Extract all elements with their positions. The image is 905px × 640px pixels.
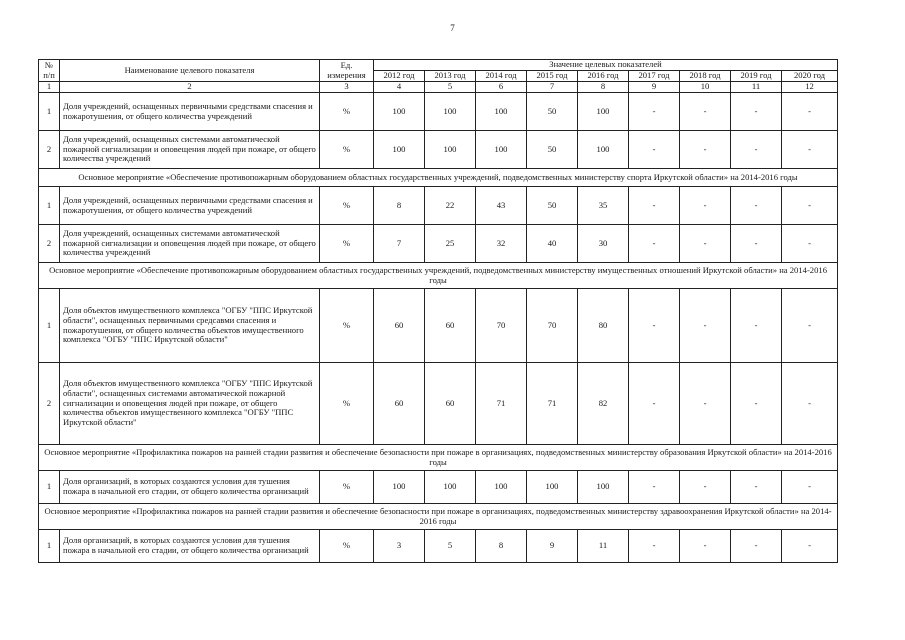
value-cell: 100 (476, 93, 527, 131)
table-row (39, 289, 838, 363)
indicator-name: Доля организаций, в которых создаются условия для тушения пожара в начальной его стадии, от общего количества организаций (60, 471, 320, 504)
value-cell: - (680, 225, 731, 263)
table-row (39, 131, 838, 169)
value-cell: 100 (374, 471, 425, 504)
table-row (39, 187, 838, 225)
value-cell: 60 (374, 289, 425, 363)
indicator-name: Доля объектов имущественного комплекса "ОГБУ "ППС Иркутской области", оснащенных системами автоматической пожарной сигнализации и оповещения людей при пожаре, от общего количества объектов имущественного комплекса "ОГБУ "ППС Иркутской области" (60, 363, 320, 445)
value-cell: - (680, 363, 731, 445)
header-name-cell: Наименование целевого показателя (60, 60, 320, 82)
value-cell: 100 (425, 131, 476, 169)
section-title: Основное мероприятие «Профилактика пожаров на ранней стадии развития и обеспечение безопасности при пожаре в организациях, подведомственных министерству образования Иркутской области» на 2014-2016 годы (39, 445, 838, 471)
section-title: Основное мероприятие «Обеспечение противопожарным оборудованием областных государственных учреждений, подведомственных министерству имущественных отношений Иркутской области» на 2014-2016 годы (39, 263, 838, 289)
value-cell: - (782, 187, 838, 225)
section-header-row (39, 504, 838, 530)
header-values-label: Значение целевых показателей (374, 60, 838, 71)
header-column-number: 12 (782, 82, 838, 93)
indicator-name: Доля учреждений, оснащенных первичными средствами спасения и пожаротушения, от общего количества учреждений (60, 187, 320, 225)
value-cell: - (731, 289, 782, 363)
value-cell: 80 (578, 289, 629, 363)
value-cell: 82 (578, 363, 629, 445)
value-cell: - (782, 363, 838, 445)
value-cell: - (731, 471, 782, 504)
unit-cell: % (320, 225, 374, 263)
row-number: 1 (39, 471, 60, 504)
header-unit-label: Ед. (340, 59, 353, 70)
value-cell: - (782, 289, 838, 363)
table-body (39, 60, 838, 563)
value-cell: 40 (527, 225, 578, 263)
value-cell: 7 (374, 225, 425, 263)
header-column-number: 4 (374, 82, 425, 93)
value-cell: 100 (578, 93, 629, 131)
indicator-name: Доля организаций, в которых создаются условия для тушения пожара в начальной его стадии, от общего количества организаций (60, 530, 320, 563)
table-row (39, 363, 838, 445)
page-number: 7 (450, 23, 455, 33)
unit-cell: % (320, 471, 374, 504)
value-cell: 100 (476, 471, 527, 504)
value-cell: - (731, 363, 782, 445)
header-column-number: 2 (60, 82, 320, 93)
header-year-cell: 2020 год (782, 71, 838, 82)
value-cell: - (629, 289, 680, 363)
value-cell: - (731, 131, 782, 169)
row-number: 2 (39, 363, 60, 445)
value-cell: - (680, 187, 731, 225)
value-cell: - (629, 471, 680, 504)
value-cell: 43 (476, 187, 527, 225)
section-title: Основное мероприятие «Профилактика пожаров на ранней стадии развития и обеспечение безопасности при пожаре в организациях, подведомственных министерству здравоохранения Иркутской области» на 2014-2016 годы (39, 504, 838, 530)
header-num-cell (39, 60, 60, 82)
value-cell: 70 (476, 289, 527, 363)
value-cell: 70 (527, 289, 578, 363)
value-cell: 100 (527, 471, 578, 504)
value-cell: - (782, 131, 838, 169)
value-cell: - (629, 187, 680, 225)
value-cell: 60 (425, 363, 476, 445)
table-row (39, 530, 838, 563)
value-cell: 100 (578, 131, 629, 169)
section-header-row (39, 169, 838, 187)
header-year-cell: 2014 год (476, 71, 527, 82)
header-year-cell: 2012 год (374, 71, 425, 82)
row-number: 1 (39, 187, 60, 225)
value-cell: 100 (578, 471, 629, 504)
header-column-number: 11 (731, 82, 782, 93)
row-number: 1 (39, 289, 60, 363)
value-cell: 100 (425, 93, 476, 131)
value-cell: 9 (527, 530, 578, 563)
header-year-cell: 2013 год (425, 71, 476, 82)
value-cell: 30 (578, 225, 629, 263)
value-cell: - (629, 93, 680, 131)
header-column-number: 3 (320, 82, 374, 93)
table-row (39, 225, 838, 263)
header-year-cell: 2017 год (629, 71, 680, 82)
value-cell: - (680, 93, 731, 131)
header-unit-label-2: измерения (327, 69, 366, 80)
row-number: 1 (39, 530, 60, 563)
row-number: 2 (39, 225, 60, 263)
value-cell: 35 (578, 187, 629, 225)
row-number: 1 (39, 93, 60, 131)
unit-cell: % (320, 289, 374, 363)
unit-cell: % (320, 131, 374, 169)
row-number: 2 (39, 131, 60, 169)
value-cell: 3 (374, 530, 425, 563)
value-cell: - (731, 187, 782, 225)
value-cell: - (782, 93, 838, 131)
value-cell: 100 (425, 471, 476, 504)
value-cell: 8 (374, 187, 425, 225)
value-cell: 50 (527, 93, 578, 131)
value-cell: - (782, 471, 838, 504)
header-row-top (39, 60, 838, 71)
value-cell: 100 (374, 131, 425, 169)
value-cell: - (680, 530, 731, 563)
value-cell: 22 (425, 187, 476, 225)
header-year-cell: 2018 год (680, 71, 731, 82)
value-cell: - (680, 289, 731, 363)
header-year-cell: 2019 год (731, 71, 782, 82)
value-cell: - (629, 530, 680, 563)
section-title: Основное мероприятие «Обеспечение противопожарным оборудованием областных государственных учреждений, подведомственных министерству спорта Иркутской области» на 2014-2016 годы (39, 169, 838, 187)
section-header-row (39, 263, 838, 289)
header-num-label: № (44, 59, 54, 70)
value-cell: 32 (476, 225, 527, 263)
value-cell: 5 (425, 530, 476, 563)
target-indicators-table (38, 59, 838, 563)
value-cell: - (680, 471, 731, 504)
value-cell: 71 (527, 363, 578, 445)
value-cell: - (680, 131, 731, 169)
table-row (39, 471, 838, 504)
header-column-number: 10 (680, 82, 731, 93)
header-column-number: 5 (425, 82, 476, 93)
value-cell: - (731, 225, 782, 263)
value-cell: - (629, 225, 680, 263)
indicator-name: Доля учреждений, оснащенных системами автоматической пожарной сигнализации и оповещения людей при пожаре, от общего количества учреждений (60, 131, 320, 169)
indicator-name: Доля учреждений, оснащенных первичными средствами спасения и пожаротушения, от общего количества учреждений (60, 93, 320, 131)
value-cell: 100 (476, 131, 527, 169)
value-cell: 71 (476, 363, 527, 445)
table-row (39, 93, 838, 131)
header-num-label-2: п/п (43, 69, 55, 80)
indicator-name: Доля учреждений, оснащенных системами автоматической пожарной сигнализации и оповещения людей при пожаре, от общего количества учреждений (60, 225, 320, 263)
value-cell: 8 (476, 530, 527, 563)
value-cell: - (629, 363, 680, 445)
value-cell: - (731, 93, 782, 131)
header-column-number: 6 (476, 82, 527, 93)
value-cell: - (782, 530, 838, 563)
header-column-number: 9 (629, 82, 680, 93)
value-cell: 100 (374, 93, 425, 131)
value-cell: - (782, 225, 838, 263)
value-cell: - (629, 131, 680, 169)
header-unit-cell (320, 60, 374, 82)
header-column-number: 7 (527, 82, 578, 93)
header-year-cell: 2015 год (527, 71, 578, 82)
value-cell: 25 (425, 225, 476, 263)
value-cell: - (731, 530, 782, 563)
value-cell: 60 (425, 289, 476, 363)
value-cell: 60 (374, 363, 425, 445)
indicator-name: Доля объектов имущественного комплекса "ОГБУ "ППС Иркутской области", оснащенных первичными средсавми спасения и пожаротушения, от общего количества объектов имущественного комплекса "ОГБУ "ППС Иркутской области" (60, 289, 320, 363)
value-cell: 50 (527, 187, 578, 225)
section-header-row (39, 445, 838, 471)
unit-cell: % (320, 363, 374, 445)
header-year-cell: 2016 год (578, 71, 629, 82)
unit-cell: % (320, 187, 374, 225)
header-column-number: 8 (578, 82, 629, 93)
unit-cell: % (320, 93, 374, 131)
value-cell: 11 (578, 530, 629, 563)
value-cell: 50 (527, 131, 578, 169)
header-column-numbers-row (39, 82, 838, 93)
header-column-number: 1 (39, 82, 60, 93)
unit-cell: % (320, 530, 374, 563)
